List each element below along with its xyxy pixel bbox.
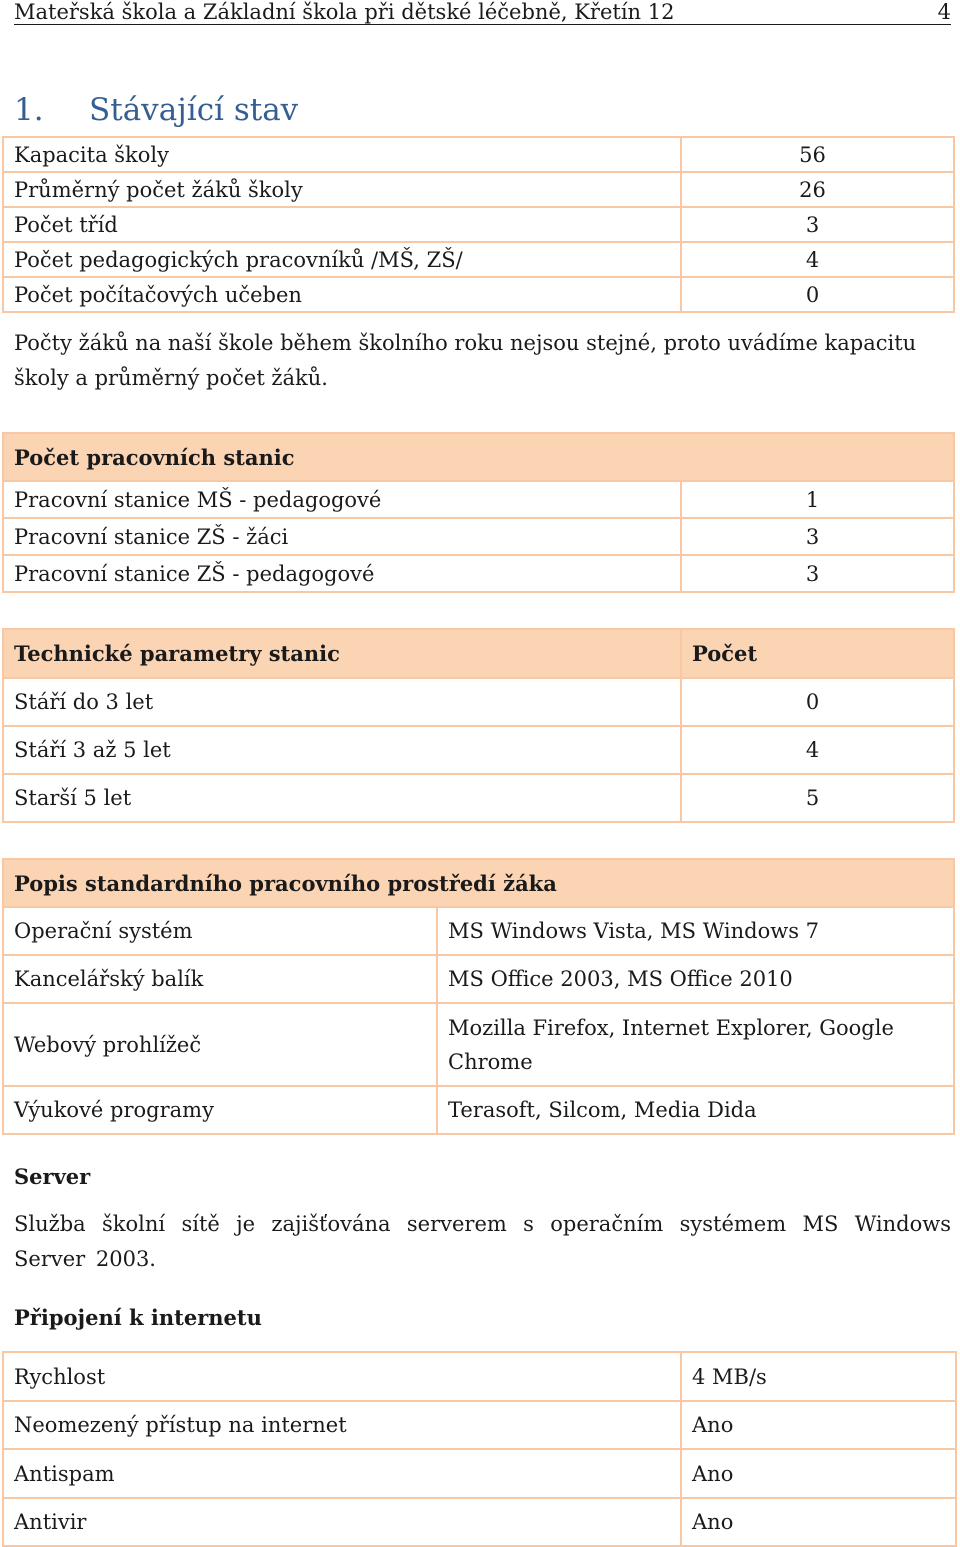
tech-params-table — [2, 628, 955, 823]
table-row — [3, 1401, 956, 1449]
row-label: Průměrný počet žáků školy — [3, 172, 681, 207]
server-text: Služba školní sítě je zajišťována serverem s operačním systémem MS Windows Server 2003. — [14, 1212, 951, 1271]
running-header — [14, 0, 951, 25]
table-row — [3, 1003, 954, 1086]
row-value: Terasoft, Silcom, Media Dida — [437, 1086, 954, 1134]
row-label: Počet pedagogických pracovníků /MŠ, ZŠ/ — [3, 242, 681, 277]
row-label: Neomezený přístup na internet — [3, 1401, 681, 1449]
header-title: Mateřská škola a Základní škola při dětské léčebně, Křetín 12 — [14, 0, 675, 24]
table-header: Počet pracovních stanic — [3, 433, 954, 481]
row-value: 5 — [681, 774, 954, 822]
table-header-count: Počet — [681, 629, 954, 678]
row-label: Kapacita školy — [3, 137, 681, 172]
row-label: Rychlost — [3, 1352, 681, 1401]
row-value: 4 MB/s — [681, 1352, 956, 1401]
row-label: Webový prohlížeč — [3, 1003, 437, 1086]
table-row — [3, 518, 954, 555]
row-value: 3 — [681, 207, 954, 242]
row-value: Mozilla Firefox, Internet Explorer, Google Chrome — [437, 1003, 954, 1086]
internet-heading: Připojení k internetu — [14, 1305, 262, 1330]
table-row — [3, 1352, 956, 1401]
row-label: Počet tříd — [3, 207, 681, 242]
table-row — [3, 955, 954, 1003]
row-label: Antispam — [3, 1449, 681, 1498]
row-label: Počet počítačových učeben — [3, 277, 681, 312]
row-value: 1 — [681, 481, 954, 518]
table-header: Technické parametry stanic — [3, 629, 681, 678]
school-stats-table — [2, 136, 955, 313]
row-value: 0 — [681, 678, 954, 726]
table-row — [3, 555, 954, 592]
table-row — [3, 172, 954, 207]
row-value: Ano — [681, 1401, 956, 1449]
row-label: Pracovní stanice ZŠ - žáci — [3, 518, 681, 555]
table-header-row — [3, 629, 954, 678]
row-value: Ano — [681, 1449, 956, 1498]
row-value: 56 — [681, 137, 954, 172]
row-label: Stáří 3 až 5 let — [3, 726, 681, 774]
table-row — [3, 1449, 956, 1498]
table-row — [3, 481, 954, 518]
row-label: Výukové programy — [3, 1086, 437, 1134]
table-row — [3, 726, 954, 774]
table-row — [3, 1086, 954, 1134]
table-row — [3, 1498, 956, 1546]
table-row — [3, 207, 954, 242]
server-heading: Server — [14, 1164, 91, 1189]
row-label: Kancelářský balík — [3, 955, 437, 1003]
internet-table — [2, 1351, 957, 1547]
table-row — [3, 907, 954, 955]
row-label: Antivir — [3, 1498, 681, 1546]
row-value: 3 — [681, 518, 954, 555]
section-number: 1. — [14, 92, 44, 128]
table-header: Popis standardního pracovního prostředí žáka — [3, 859, 954, 907]
table-header-row — [3, 859, 954, 907]
table-row — [3, 137, 954, 172]
row-label: Stáří do 3 let — [3, 678, 681, 726]
row-value: 26 — [681, 172, 954, 207]
table-row — [3, 277, 954, 312]
row-value: Ano — [681, 1498, 956, 1546]
section-heading — [14, 90, 298, 130]
row-value: 4 — [681, 242, 954, 277]
row-label: Pracovní stanice MŠ - pedagogové — [3, 481, 681, 518]
row-label: Operační systém — [3, 907, 437, 955]
capacity-note: Počty žáků na naší škole během školního roku nejsou stejné, proto uvádíme kapacitu školy a průměrný počet žáků. — [14, 331, 917, 390]
table-header-row — [3, 433, 954, 481]
table-row — [3, 678, 954, 726]
table-row — [3, 774, 954, 822]
row-label: Pracovní stanice ZŠ - pedagogové — [3, 555, 681, 592]
row-value: MS Office 2003, MS Office 2010 — [437, 955, 954, 1003]
section-title: Stávající stav — [89, 92, 299, 128]
row-value: MS Windows Vista, MS Windows 7 — [437, 907, 954, 955]
environment-table — [2, 858, 955, 1135]
row-value: 0 — [681, 277, 954, 312]
row-label: Starší 5 let — [3, 774, 681, 822]
row-value: 4 — [681, 726, 954, 774]
workstations-table — [2, 432, 955, 593]
row-value: 3 — [681, 555, 954, 592]
page-number: 4 — [937, 0, 951, 24]
table-row — [3, 242, 954, 277]
